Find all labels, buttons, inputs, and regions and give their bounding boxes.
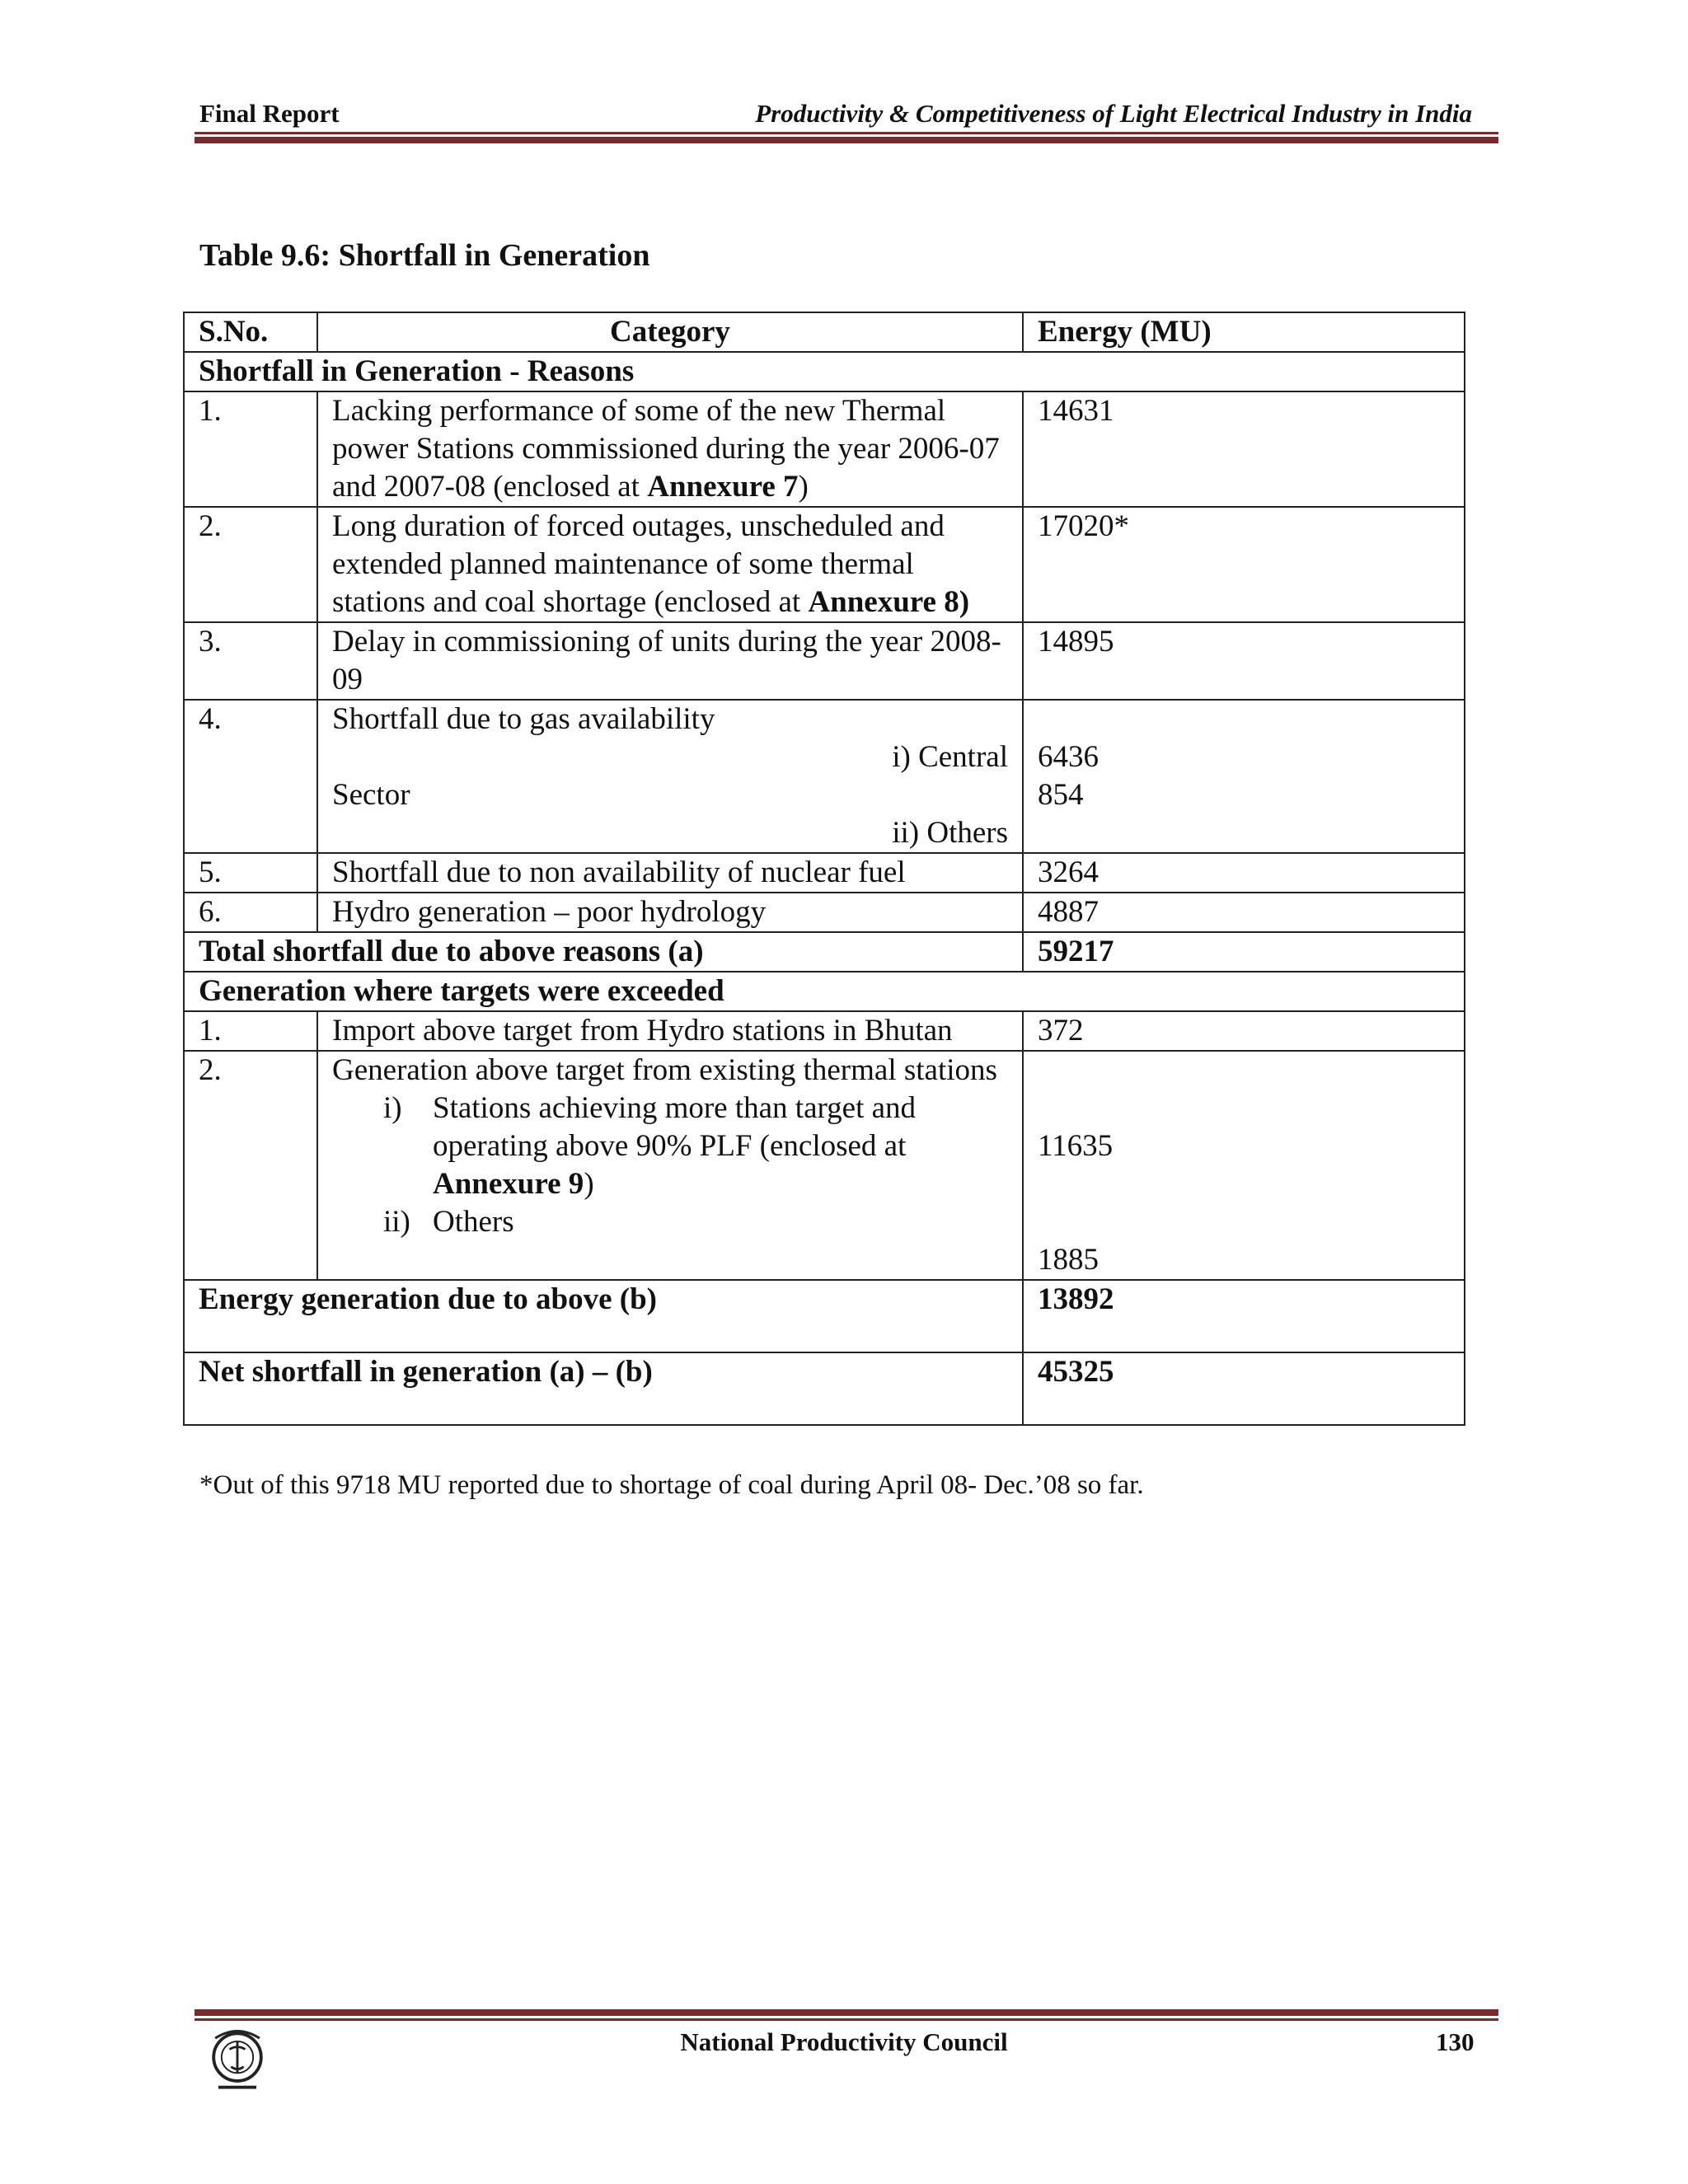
total-row-b — [184, 1280, 1465, 1352]
row-energy: 372 — [1023, 1011, 1465, 1051]
table-title: Table 9.6: Shortfall in Generation — [199, 238, 650, 273]
table-footnote: *Out of this 9718 MU reported due to shortage of coal during April 08- Dec.’08 so far. — [199, 1470, 1144, 1500]
row-sno: 3. — [184, 622, 317, 700]
row-sno: 2. — [184, 507, 317, 622]
table-row — [184, 853, 1465, 893]
section-heading-exceeded: Generation where targets were exceeded — [184, 972, 1465, 1011]
total-label-a: Total shortfall due to above reasons (a) — [184, 932, 1023, 972]
table-row — [184, 391, 1465, 507]
row-energy: 14631 — [1023, 391, 1465, 507]
row-category: Delay in commissioning of units during the year 2008-09 — [317, 622, 1023, 700]
header-document-title: Productivity & Competitiveness of Light Electrical Industry in India — [755, 99, 1472, 128]
net-shortfall-row — [184, 1352, 1465, 1425]
row-sno: 1. — [184, 1011, 317, 1051]
row-category: Shortfall due to non availability of nuclear fuel — [317, 853, 1023, 893]
section-heading-row — [184, 972, 1465, 1011]
total-value-a: 59217 — [1023, 932, 1465, 972]
row-energy: 3264 — [1023, 853, 1465, 893]
row-energy: 14895 — [1023, 622, 1465, 700]
header-report-label: Final Report — [199, 99, 340, 128]
col-header-sno: S.No. — [184, 312, 317, 352]
row-sno: 5. — [184, 853, 317, 893]
row-category: Import above target from Hydro stations in Bhutan — [317, 1011, 1023, 1051]
row-energy: 11635 1885 — [1023, 1051, 1465, 1280]
row-category: Long duration of forced outages, unscheduled and extended planned maintenance of some thermal stations and coal shortage (enclosed at Annexure 8) — [317, 507, 1023, 622]
row-energy: 17020* — [1023, 507, 1465, 622]
row-category: Hydro generation – poor hydrology — [317, 893, 1023, 932]
footer-rule — [195, 2009, 1498, 2021]
table-row — [184, 622, 1465, 700]
header-rule — [195, 132, 1498, 143]
footer-page-number: 130 — [1436, 2027, 1475, 2056]
table-row — [184, 507, 1465, 622]
row-category: Shortfall due to gas availability i) Central Sector ii) Others — [317, 700, 1023, 853]
section-heading-reasons: Shortfall in Generation - Reasons — [184, 352, 1465, 391]
table-row — [184, 893, 1465, 932]
row-sno: 4. — [184, 700, 317, 853]
row-sno: 2. — [184, 1051, 317, 1280]
net-shortfall-value: 45325 — [1023, 1352, 1465, 1425]
table-row — [184, 700, 1465, 853]
total-label-b: Energy generation due to above (b) — [184, 1280, 1023, 1352]
total-value-b: 13892 — [1023, 1280, 1465, 1352]
col-header-category: Category — [317, 312, 1023, 352]
section-heading-row — [184, 352, 1465, 391]
footer-organization: National Productivity Council — [680, 2027, 1008, 2056]
net-shortfall-label: Net shortfall in generation (a) – (b) — [184, 1352, 1023, 1425]
row-energy: 6436 854 — [1023, 700, 1465, 853]
table-row — [184, 1011, 1465, 1051]
table-row — [184, 1051, 1465, 1280]
row-energy: 4887 — [1023, 893, 1465, 932]
row-sno: 6. — [184, 893, 317, 932]
row-category: Lacking performance of some of the new Thermal power Stations commissioned during the year 2006-07 and 2007-08 (enclosed at Annexure 7) — [317, 391, 1023, 507]
total-row-a — [184, 932, 1465, 972]
table-header-row — [184, 312, 1465, 352]
col-header-energy: Energy (MU) — [1023, 312, 1465, 352]
shortfall-table — [183, 312, 1465, 1426]
row-category: Generation above target from existing thermal stations i) Stations achieving more than target and operating above 90% PLF (enclosed at Annexure 9) ii) Others — [317, 1051, 1023, 1280]
row-sno: 1. — [184, 391, 317, 507]
